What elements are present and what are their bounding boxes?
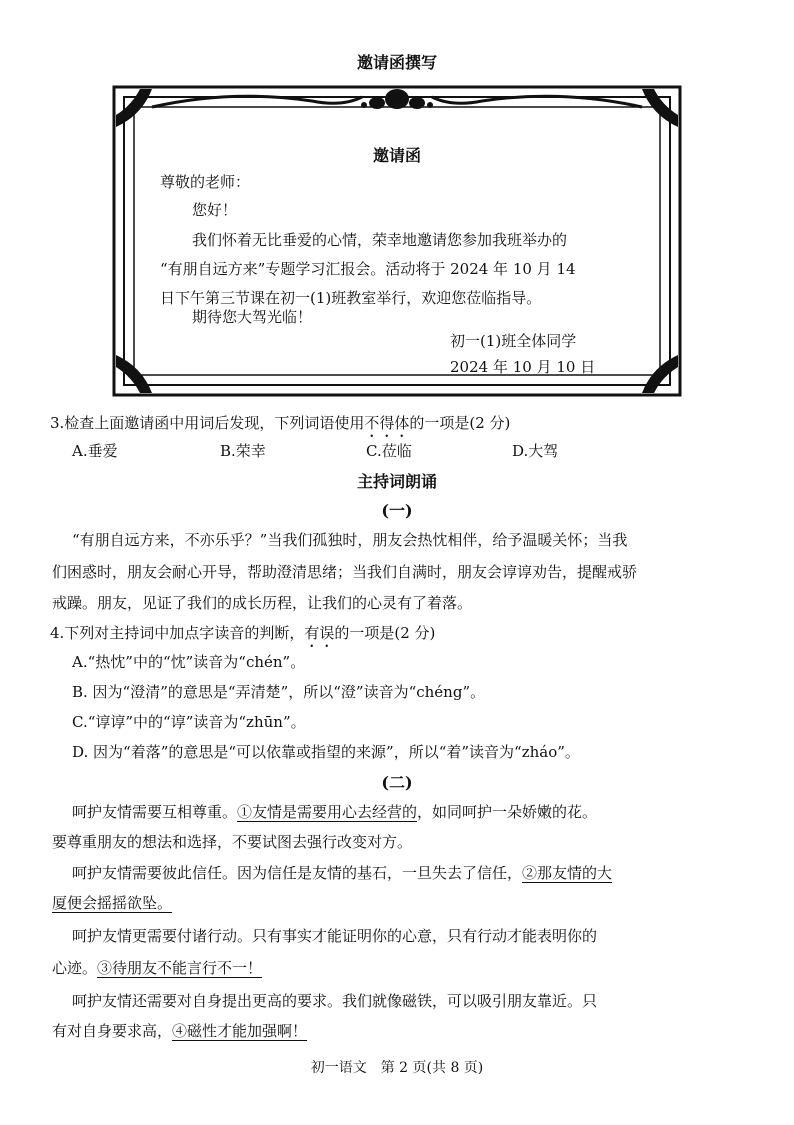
underlined-sentence-2-start: ②那友情的大	[522, 864, 613, 882]
passage-2-para-4-line-1: 呵护友情还需要对自身提出更高的要求。我们就像磁铁，可以吸引朋友靠近。只	[72, 992, 598, 1010]
part-2-title: (二)	[381, 773, 413, 792]
question-3-option-b: B.荣幸	[220, 442, 266, 460]
question-4-stem-part-a: 4.下列对主持词中加点字读音的判断，	[50, 624, 305, 642]
question-3-option-c: C.莅临	[366, 442, 412, 460]
section-title-host-script: 主持词朗诵	[356, 472, 437, 491]
passage-2-text: 有对自身要求高，	[52, 1022, 173, 1040]
question-4-option-d: D. 因为“着落”的意思是“可以依靠或指望的来源”，所以“着”读音为“zháo”。	[72, 743, 580, 761]
underlined-sentence-3: ③待朋友不能言行不一！	[97, 959, 263, 977]
question-3-option-a: A.垂爱	[72, 442, 118, 460]
passage-2-text: ，如同呵护一朵娇嫩的花。	[417, 803, 598, 821]
question-3-stem	[50, 412, 510, 441]
page-footer: 初一语文 第 2 页(共 8 页)	[310, 1060, 484, 1076]
invitation-greeting: 您好！	[192, 201, 238, 219]
question-4-stem-part-b: 的一项是(2 分)	[334, 624, 436, 642]
section-title-invitation: 邀请函撰写	[356, 53, 437, 72]
passage-2-para-2-line-2	[52, 892, 172, 913]
underlined-sentence-1: ①友情是需要用心去经营的	[237, 803, 418, 821]
passage-1-line-3: 戒躁。朋友，见证了我们的成长历程，让我们的心灵有了着落。	[52, 594, 473, 612]
underlined-sentence-4: ④磁性才能加强啊！	[172, 1022, 308, 1040]
part-1-title: (一)	[381, 501, 413, 520]
passage-2-para-4-line-2	[52, 1020, 307, 1041]
passage-1-line-2: 们困惑时，朋友会耐心开导，帮助澄清思绪；当我们自满时，朋友会谆谆劝告，提醒戒骄	[52, 563, 638, 581]
passage-2-para-1-line-1	[72, 801, 597, 822]
invitation-body-line-3: 日下午第三节课在初一(1)班教室举行，欢迎您莅临指导。	[160, 289, 542, 307]
underlined-sentence-2-end: 厦便会摇摇欲坠。	[52, 894, 173, 912]
question-3-option-d: D.大驾	[512, 442, 559, 460]
invitation-body-line-4: 期待您大驾光临！	[192, 308, 313, 326]
question-4-option-a: A.“热忱”中的“忱”读音为“chén”。	[72, 653, 306, 671]
passage-2-text: 呵护友情需要彼此信任。因为信任是友情的基石，一旦失去了信任，	[72, 864, 523, 882]
passage-2-para-2-line-1	[72, 862, 612, 883]
question-4-option-c: C.“谆谆”中的“谆”读音为“zhūn”。	[72, 713, 306, 731]
passage-2-para-1-line-2: 要尊重朋友的想法和选择，不要试图去强行改变对方。	[52, 833, 413, 851]
passage-2-para-3-line-1: 呵护友情更需要付诸行动。只有事实才能证明你的心意，只有行动才能表明你的	[72, 927, 598, 945]
invitation-salutation: 尊敬的老师：	[160, 173, 251, 191]
question-4-emphasis: 有误	[304, 624, 335, 642]
invitation-date: 2024 年 10 月 10 日	[450, 358, 596, 376]
question-3-stem-part-a: 3.检查上面邀请函中用词后发现，下列词语使用	[50, 414, 365, 432]
invitation-title: 邀请函	[372, 146, 421, 165]
invitation-body-line-2: “有朋自远方来”专题学习汇报会。活动将于 2024 年 10 月 14	[160, 260, 576, 278]
invitation-signer: 初一(1)班全体同学	[450, 332, 577, 350]
passage-2-text: 呵护友情需要互相尊重。	[72, 803, 238, 821]
question-3-emphasis: 不得体	[364, 414, 410, 432]
question-3-stem-part-b: 的一项是(2 分)	[409, 414, 511, 432]
invitation-body-line-1: 我们怀着无比垂爱的心情，荣幸地邀请您参加我班举办的	[192, 231, 568, 249]
question-4-option-b: B. 因为“澄清”的意思是“弄清楚”，所以“澄”读音为“chéng”。	[72, 683, 486, 701]
passage-2-text: 心迹。	[52, 959, 98, 977]
passage-1-line-1: “有朋自远方来，不亦乐乎？”当我们孤独时，朋友会热忱相伴，给予温暖关怀；当我	[72, 531, 628, 549]
passage-2-para-3-line-2	[52, 957, 262, 978]
question-4-stem	[50, 622, 435, 651]
